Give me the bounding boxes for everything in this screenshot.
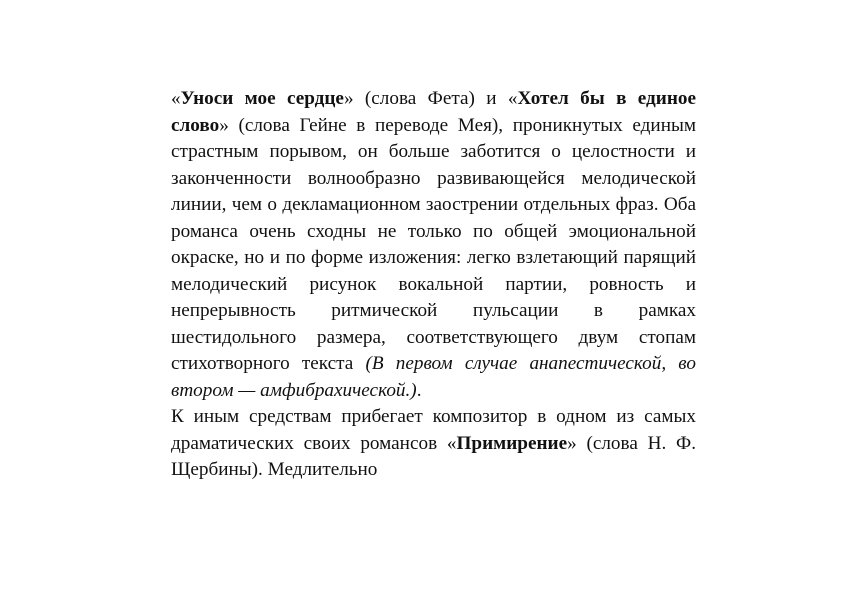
italic-note: (В первом случае анапестической, во втором — амфибрахической.) bbox=[171, 353, 696, 401]
quote-mark: » bbox=[343, 88, 354, 109]
romance-title-2: Хотел бы в единое слово bbox=[171, 88, 696, 136]
romance-title-1: Уноси мое сердце bbox=[180, 88, 344, 109]
quote-mark: « bbox=[507, 88, 518, 109]
paragraph-2 bbox=[171, 404, 696, 484]
romance-title-3: Примирение bbox=[456, 432, 568, 454]
text-fragment: (слова Н. Ф. Щербины). Медлительно bbox=[171, 432, 696, 480]
text-fragment: . bbox=[416, 379, 422, 401]
paragraph-1 bbox=[171, 86, 696, 404]
quote-mark: » bbox=[567, 432, 577, 454]
quote-mark: » bbox=[219, 114, 229, 136]
quote-mark: « bbox=[446, 432, 457, 454]
quote-mark: « bbox=[171, 88, 181, 109]
text-fragment: (слова Фета) и bbox=[353, 88, 508, 109]
text-fragment: (слова Гейне в переводе Мея), проникнутых единым страстным порывом, он больше заботится о целостности и законченности волнообразно развивающейся мелодической линии, чем о декламационном заострении отдельных фраз. Оба романса очень сходны не только по общей эмоциональной окраске, но и по форме изложения: легко взлетающий парящий мелодический рисунок вокальной партии, ровность и непрерывность ритмической пульсации в рамках шестидольного размера, соответствующего двум стопам стихотворного текста bbox=[171, 114, 696, 374]
body-text bbox=[171, 86, 696, 484]
text-fragment: К иным средствам прибегает композитор в одном из самых драматических своих романсов bbox=[171, 406, 696, 454]
